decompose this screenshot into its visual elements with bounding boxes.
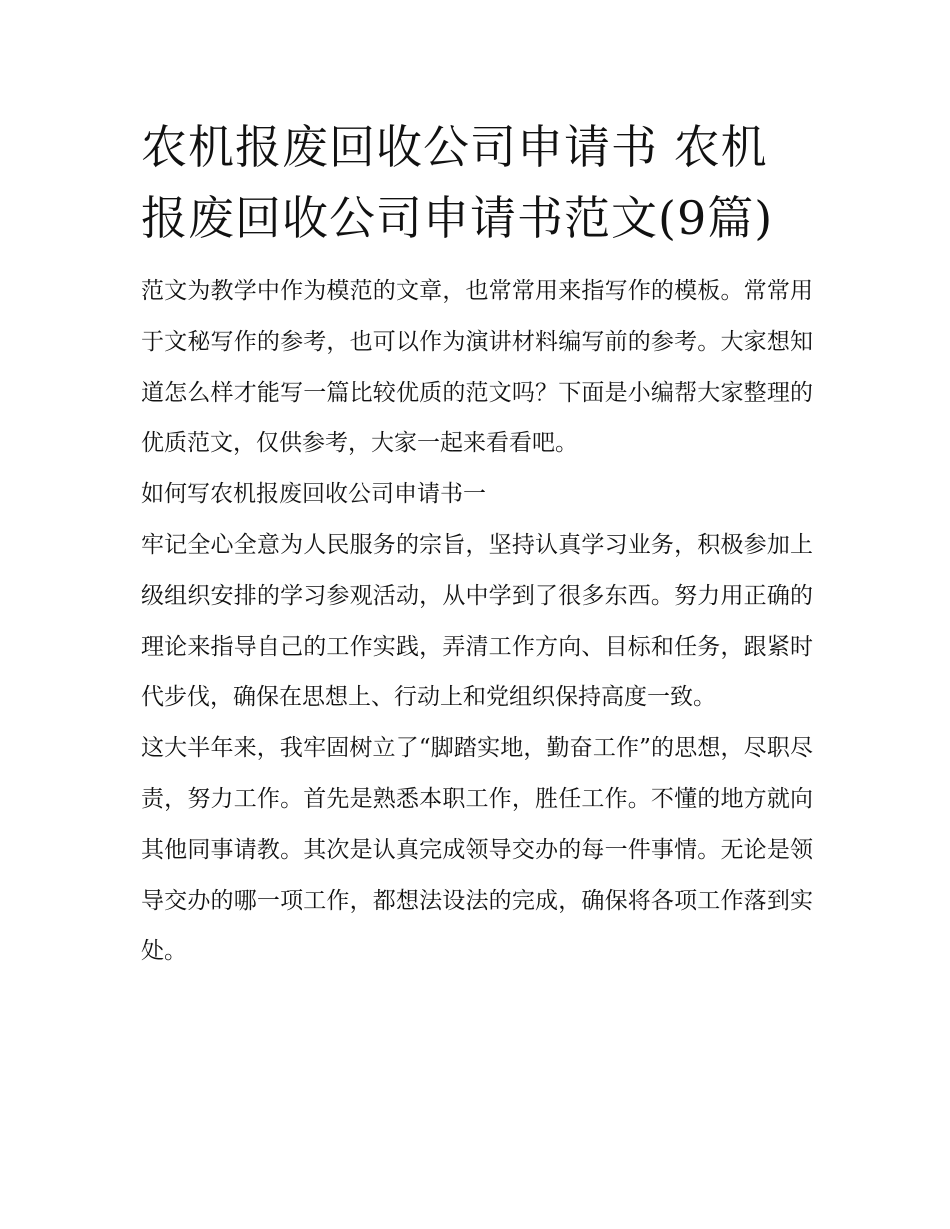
intro-paragraph: 范文为教学中作为模范的文章，也常常用来指写作的模板。常常用于文秘写作的参考，也可以作为演讲材料编写前的参考。大家想知道怎么样才能写一篇比较优质的范文吗？下面是小编帮大家整理的优质范文，仅供参考，大家一起来看看吧。 — [141, 278, 813, 457]
body-paragraph: 这大半年来，我牢固树立了“脚踏实地，勤奋工作”的思想，尽职尽责，努力工作。首先是熟悉本职工作，胜任工作。不懂的地方就向其他同事请教。其次是认真完成领导交办的每一件事情。无论是领导交办的哪一项工作，都想法设法的完成，确保将各项工作落到实处。 — [141, 735, 813, 965]
section-heading: 如何写农机报废回收公司申请书一 — [141, 481, 486, 508]
document-body — [141, 112, 813, 977]
document-title: 农机报废回收公司申请书 农机报废回收公司申请书范文(9篇) — [141, 120, 774, 245]
body-paragraph: 牢记全心全意为人民服务的宗旨，坚持认真学习业务，积极参加上级组织安排的学习参观活动，从中学到了很多东西。努力用正确的理论来指导自己的工作实践，弄清工作方向、目标和任务，跟紧时代步伐，确保在思想上、行动上和党组织保持高度一致。 — [141, 531, 813, 711]
